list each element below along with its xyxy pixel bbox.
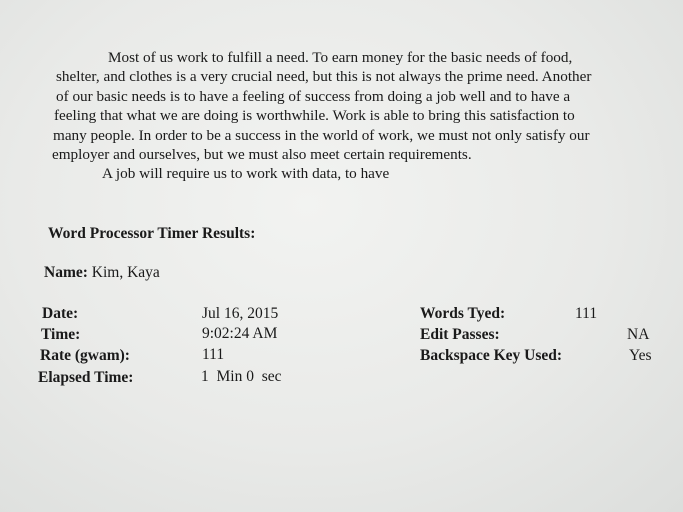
passage-line: feeling that what we are doing is worthwhile. Work is able to bring this satisfaction to [54, 107, 575, 125]
passage-line: A job will require us to work with data, to have [102, 165, 390, 183]
results-heading: Word Processor Timer Results: [48, 225, 256, 242]
backspace-key-value: Yes [629, 347, 652, 364]
edit-passes-label: Edit Passes: [420, 326, 500, 343]
passage-line: of our basic needs is to have a feeling of success from doing a job well and to have a [56, 87, 571, 105]
passage-line: Most of us work to fulfill a need. To earn money for the basic needs of food, [108, 49, 573, 66]
elapsed-time-value: 1 Min 0 sec [201, 368, 282, 385]
edit-passes-value: NA [627, 326, 650, 343]
passage-line: many people. In order to be a success in the world of work, we must not only satisfy our [53, 126, 590, 144]
elapsed-time-label: Elapsed Time: [38, 369, 134, 386]
typing-passage [52, 48, 668, 184]
time-value: 9:02:24 AM [202, 325, 278, 342]
date-value: Jul 16, 2015 [202, 305, 279, 322]
words-typed-value: 111 [575, 305, 598, 322]
passage-line: employer and ourselves, but we must also meet certain requirements. [52, 146, 472, 164]
time-label: Time: [41, 326, 81, 343]
passage-line: shelter, and clothes is a very crucial need, but this is not always the prime need. Another [56, 68, 592, 86]
name-value: Kim, Kaya [91, 264, 160, 281]
date-label: Date: [42, 305, 79, 322]
rate-value: 111 [202, 346, 225, 363]
name-label: Name: [44, 264, 88, 281]
name-row [44, 264, 160, 282]
backspace-key-label: Backspace Key Used: [420, 347, 563, 364]
rate-label: Rate (gwam): [40, 347, 130, 364]
words-typed-label: Words Tyed: [420, 305, 506, 322]
